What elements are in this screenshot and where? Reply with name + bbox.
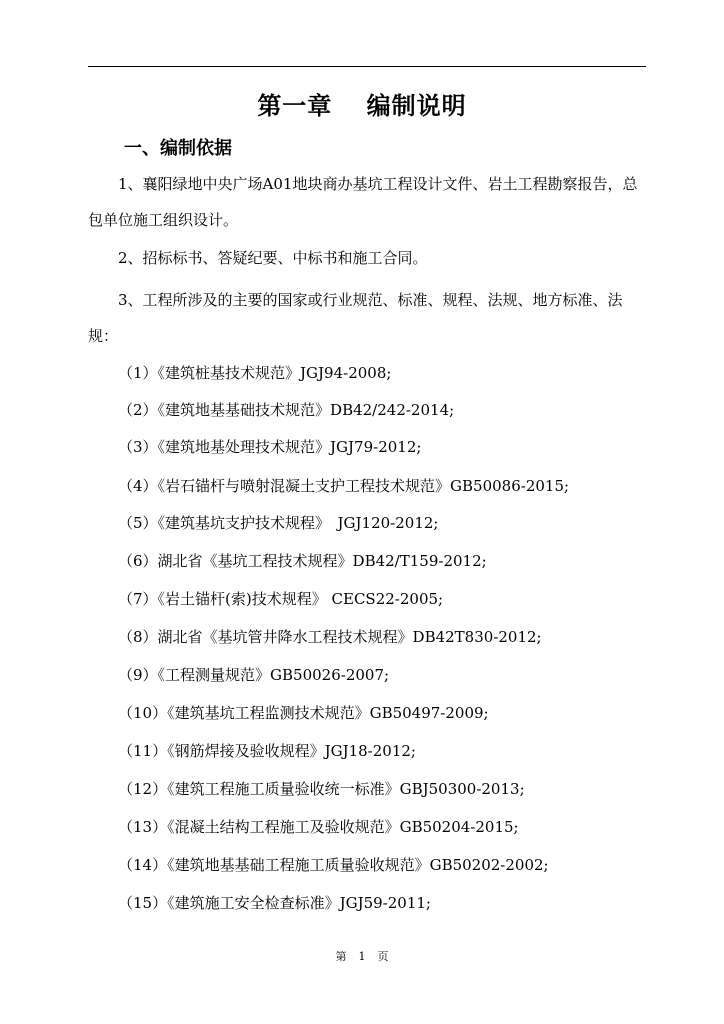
chapter-title: 第一章 编制说明 [257,92,467,120]
standard-item: （1）《建筑桩基技术规范》JGJ94-2008; [118,364,392,382]
standard-item: （3）《建筑地基处理技术规范》JGJ79-2012; [118,438,422,456]
standard-item: （13）《混凝土结构工程施工及验收规范》GB50204-2015; [118,818,519,836]
standard-item: （5）《建筑基坑支护技术规程》 JGJ120-2012; [118,514,439,532]
standard-item: （6）湖北省《基坑工程技术规程》DB42/T159-2012; [118,552,487,570]
footer-prefix: 第 [335,950,347,963]
standard-item: （8）湖北省《基坑管井降水工程技术规程》DB42T830-2012; [118,628,542,646]
paragraph-1: 1、襄阳绿地中央广场A01地块商办基坑工程设计文件、岩土工程勘察报告，总包单位施工组织设计。 [88,175,638,229]
standard-item: （15）《建筑施工安全检查标准》JGJ59-2011; [118,894,431,912]
footer-suffix: 页 [377,950,389,963]
page-number: 1 [358,950,366,963]
section-title: 一、编制依据 [124,138,232,159]
standard-item: （11）《钢筋焊接及验收规程》JGJ18-2012; [118,742,416,760]
header-rule [88,66,646,67]
standard-item: （2）《建筑地基基础技术规范》DB42/242-2014; [118,401,455,419]
standard-item: （9）《工程测量规范》GB50026-2007; [118,666,390,684]
page-footer [0,948,724,964]
standard-item: （7）《岩土锚杆(索)技术规程》 CECS22-2005; [118,590,444,608]
standard-item: （10）《建筑基坑工程监测技术规范》GB50497-2009; [118,704,489,722]
paragraph-2: 2、招标标书、答疑纪要、中标书和施工合同。 [118,249,428,267]
paragraph-3: 3、工程所涉及的主要的国家或行业规范、标准、规程、法规、地方标准、法规： [88,291,623,345]
standard-item: （14）《建筑地基基础工程施工质量验收规范》GB50202-2002; [118,856,549,874]
standard-item: （12）《建筑工程施工质量验收统一标准》GBJ50300-2013; [118,780,525,798]
standard-item: （4）《岩石锚杆与喷射混凝土支护工程技术规范》GB50086-2015; [118,477,570,495]
